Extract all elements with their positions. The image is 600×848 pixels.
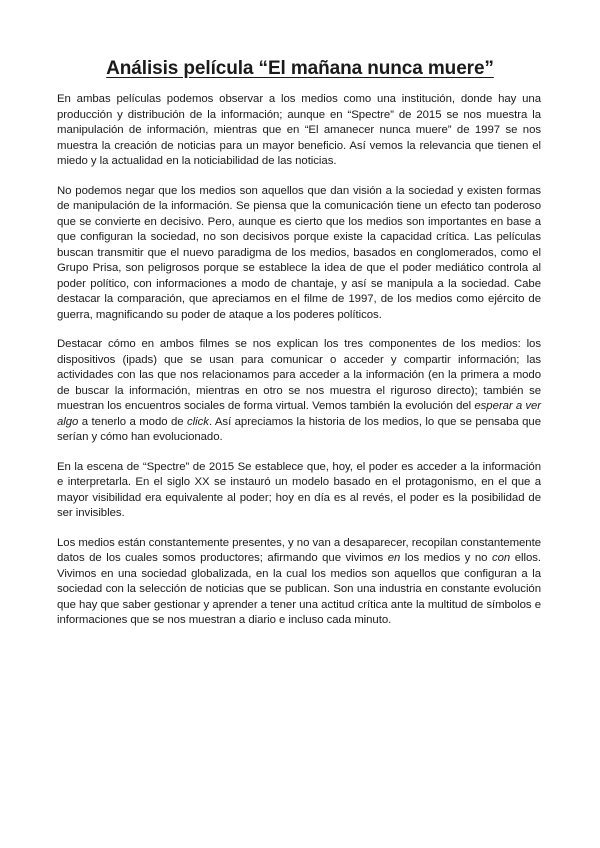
paragraph-3-text-b: a tenerlo a modo de xyxy=(78,415,188,428)
document-body xyxy=(57,92,541,643)
paragraph-5-italic-con: con xyxy=(491,552,511,564)
paragraph-3-text-c: . Así apreciamos la historia de los medios, lo que se pensaba que serían y cómo han evolucionado. xyxy=(57,415,541,443)
paragraph-1 xyxy=(57,92,541,170)
paragraph-3-italic-click: click xyxy=(187,415,209,428)
paragraph-2-text: No podemos negar que los medios son aquellos que dan visión a la sociedad y existen formas de manipulación de la información. Se piensa que la comunicación tiene un efecto tan poderoso que se convierte en decisivo. Pero, aunque es cierto que los medios son importantes en base a que configuran la sociedad, no son decisivos porque existe la capacidad crítica. Las películas buscan transmitir que el nuevo paradigma de los medios, basados en conglomerados, como el Grupo Prisa, son peligrosos porque se establece la idea de que el poder mediático controla al poder político, con informaciones a modo de chantaje, y así se manipula a la sociedad. Cabe destacar la comparación, que apreciamos en el filme de 1997, de los medios como ejército de guerra, magnificando su poder de ataque a los poderes políticos. xyxy=(57,184,541,321)
paragraph-5 xyxy=(57,536,541,629)
paragraph-5-text-c: ellos. Vivimos en una sociedad globalizada, en la cual los medios son aquellos que configuran a la sociedad con la selección de noticias que se publican. Son una industria en constante evolución que hay que saber gestionar y aprender a tener una actitud crítica ante la multitud de símbolos e informaciones que se nos muestran a diario e incluso cada minuto. xyxy=(57,552,542,626)
paragraph-5-italic-en: en xyxy=(387,552,401,564)
paragraph-5-text-b: los medios y no xyxy=(400,552,492,564)
paragraph-3-italic-phrase: esperar a ver algo xyxy=(57,400,541,428)
paragraph-5-text-a: Los medios están constantemente presentes, y no van a desaparecer, recopilan constantemente datos de los cuales somos productores; afirmando que vivimos xyxy=(57,536,541,564)
paragraph-4-text: En la escena de “Spectre” de 2015 Se establece que, hoy, el poder es acceder a la información e interpretarla. En el siglo XX se instauró un modelo basado en el protagonismo, en el que a mayor visibilidad era equivalente al poder; hoy en día es al revés, el poder es la posibilidad de ser invisibles. xyxy=(57,460,541,519)
paragraph-3-text-a: Destacar cómo en ambos filmes se nos explican los tres componentes de los medios: los dispositivos (ipads) que se usan para comunicar o acceder y compartir información; las actividades con las que nos relacionamos para acceder a la información (en la primera a modo de buscar la información, mientras en otro se nos muestra el riguroso directo); también se muestran los encuentros sociales de forma virtual. Vemos también la evolución del xyxy=(57,338,541,412)
paragraph-4 xyxy=(57,460,541,522)
paragraph-1-text: En ambas películas podemos observar a los medios como una institución, donde hay una producción y distribución de la información; aunque en “Spectre” de 2015 se nos muestra la manipulación de información, mientras que en “El amanecer nunca muere” de 1997 se nos muestra la creación de noticias para un mayor beneficio. Así vemos la relevancia que tienen el miedo y la actualidad en la noticiabilidad de las noticias. xyxy=(57,93,541,167)
paragraph-2 xyxy=(57,184,541,324)
document-title: Análisis película “El mañana nunca muere” xyxy=(106,58,494,79)
paragraph-3 xyxy=(57,337,541,446)
